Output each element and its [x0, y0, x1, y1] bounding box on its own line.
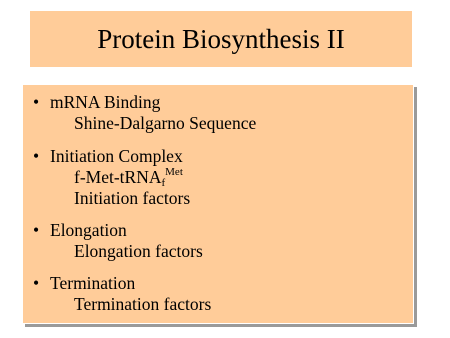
content-panel	[22, 84, 414, 324]
bullet-icon: •	[33, 273, 40, 293]
list-item-initiation-complex	[33, 146, 405, 209]
title-banner	[30, 11, 412, 67]
item-heading: Initiation Complex	[50, 146, 183, 166]
list-item-elongation	[33, 220, 405, 262]
list-item-mrna-binding	[33, 92, 405, 134]
item-subline: Elongation factors	[74, 241, 203, 261]
item-heading: Elongation	[50, 220, 127, 240]
trna-base: f-Met-tRNA	[74, 167, 162, 187]
trna-subscript: f	[161, 177, 166, 189]
item-heading: mRNA Binding	[50, 92, 161, 112]
bullet-list	[33, 92, 405, 315]
trna-superscript: Met	[165, 166, 183, 178]
item-subline: Shine-Dalgarno Sequence	[74, 113, 257, 133]
bullet-icon: •	[33, 92, 40, 112]
bullet-icon: •	[33, 146, 40, 166]
list-item-termination	[33, 273, 405, 315]
slide-title: Protein Biosynthesis II	[97, 23, 345, 54]
item-subline: Initiation factors	[74, 188, 191, 208]
item-subline: Termination factors	[74, 294, 212, 314]
bullet-icon: •	[33, 220, 40, 240]
item-heading: Termination	[50, 273, 136, 293]
trna-line	[50, 167, 405, 188]
